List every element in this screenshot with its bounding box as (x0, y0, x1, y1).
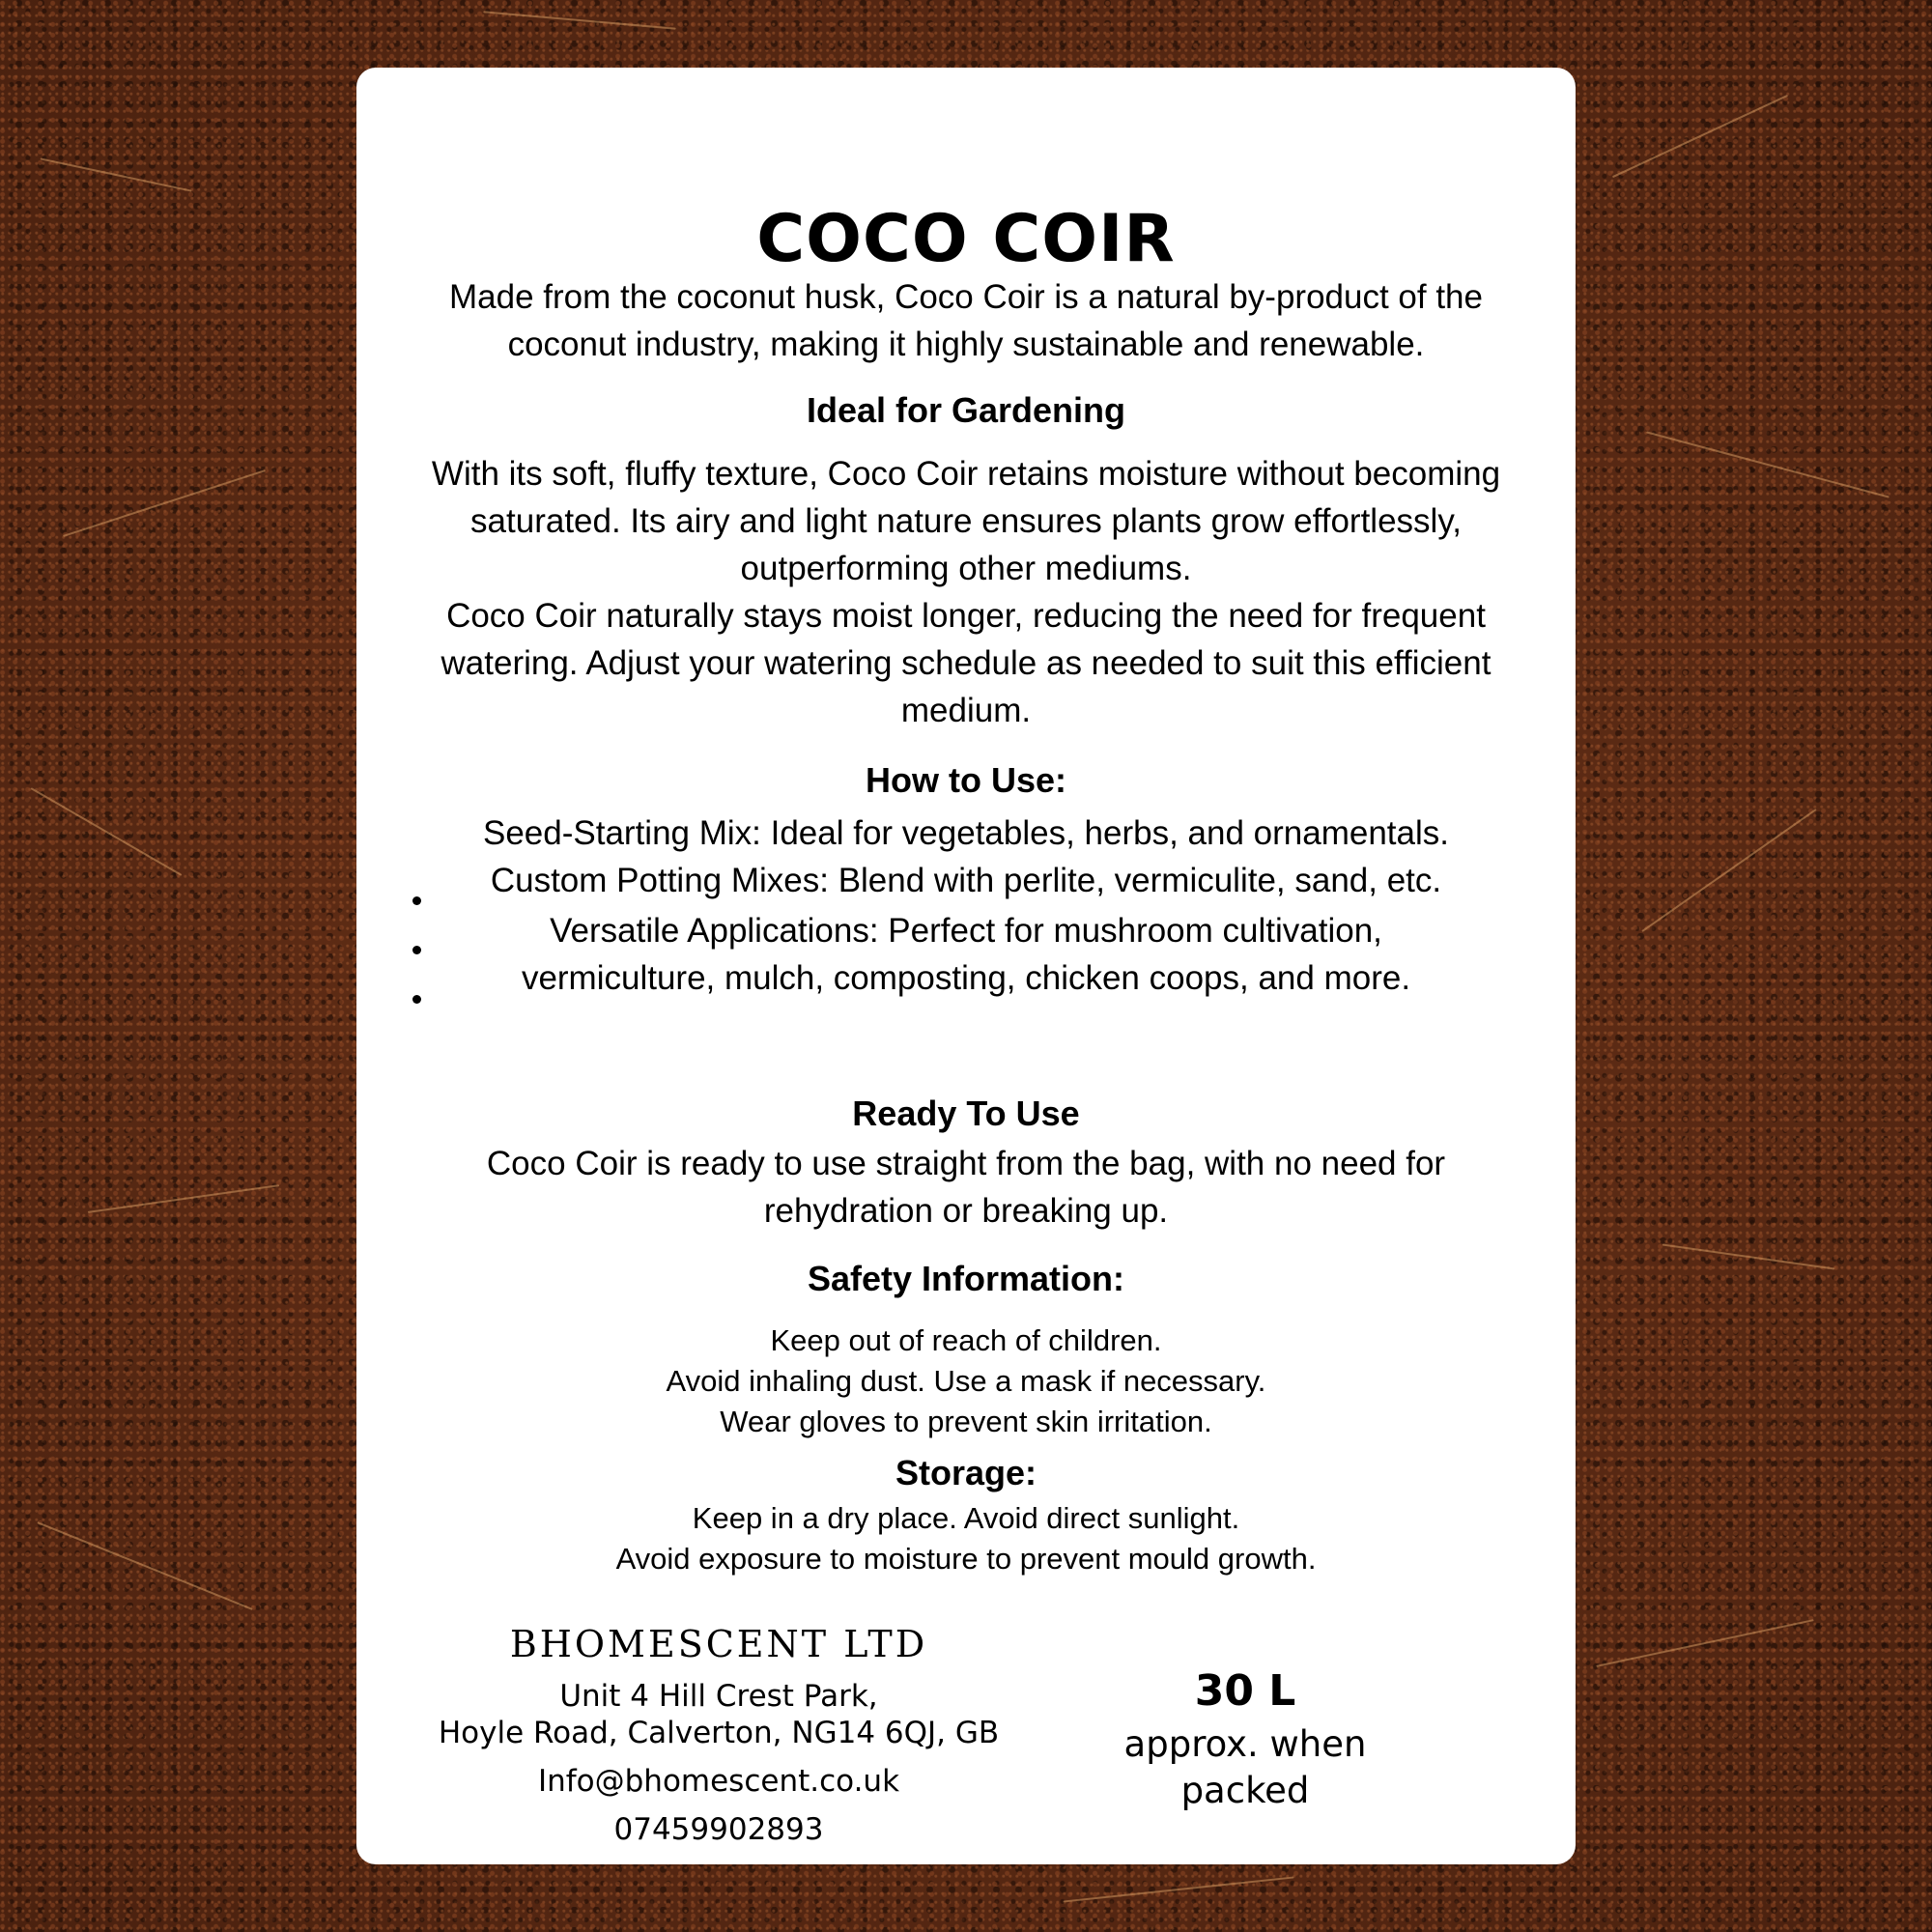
storage-line: Avoid exposure to moisture to prevent mould growth. (615, 1542, 1317, 1576)
volume-amount: 30 L (1194, 1666, 1296, 1716)
gardening-heading: Ideal for Gardening (806, 390, 1126, 430)
bullet-icon (412, 946, 421, 954)
gardening-paragraph-2: Coco Coir naturally stays moist longer, reducing the need for frequent watering. Adjust your watering schedule as needed to suit this efficient medium. (440, 597, 1492, 729)
product-label-card (356, 68, 1576, 1864)
gardening-paragraph-1: With its soft, fluffy texture, Coco Coir retains moisture without becoming saturated. Its airy and light nature ensures plants grow effortlessly, outperforming other mediums. (431, 455, 1501, 587)
address-line: Hoyle Road, Calverton, NG14 6QJ, GB (438, 1716, 1000, 1750)
safety-line: Wear gloves to prevent skin irritation. (720, 1405, 1212, 1438)
coir-fiber (483, 11, 675, 29)
coir-fiber (1064, 1876, 1294, 1902)
coir-fiber (41, 157, 192, 191)
volume-note: approx. when packed (1123, 1723, 1367, 1811)
email-address: Info@bhomescent.co.uk (537, 1764, 900, 1799)
coir-fiber (1662, 1243, 1835, 1269)
safety-heading: Safety Information: (807, 1259, 1125, 1298)
coir-fiber (63, 469, 266, 537)
coir-fiber (37, 1521, 252, 1610)
company-name: BHOMESCENT LTD (509, 1623, 928, 1665)
coir-fiber (31, 787, 183, 876)
bullet-icon (412, 896, 421, 905)
storage-line: Keep in a dry place. Avoid direct sunlight. (692, 1501, 1240, 1535)
how-to-use-item: Custom Potting Mixes: Blend with perlite, vermiculite, sand, etc. (490, 862, 1442, 899)
how-to-use-item: Versatile Applications: Perfect for mushroom cultivation, vermiculture, mulch, composting, chicken coops, and more. (521, 912, 1411, 997)
coir-fiber (1612, 95, 1788, 178)
coir-fiber (1646, 431, 1889, 497)
safety-line: Keep out of reach of children. (770, 1323, 1162, 1357)
safety-line: Avoid inhaling dust. Use a mask if necessary. (666, 1364, 1266, 1398)
bullet-icon (412, 995, 421, 1004)
phone-number: 07459902893 (613, 1812, 824, 1847)
coir-fiber (1641, 809, 1816, 932)
storage-heading: Storage: (895, 1453, 1037, 1492)
ready-text: Coco Coir is ready to use straight from the bag, with no need for rehydration or breaking up. (486, 1145, 1446, 1230)
coir-fiber (1596, 1619, 1813, 1667)
how-to-use-item: Seed-Starting Mix: Ideal for vegetables, herbs, and ornamentals. (483, 814, 1449, 852)
how-to-use-heading: How to Use: (865, 760, 1066, 800)
product-title: COCO COIR (756, 201, 1176, 277)
intro-text: Made from the coconut husk, Coco Coir is a natural by-product of the coconut industry, making it highly sustainable and renewable. (449, 278, 1483, 363)
address-line: Unit 4 Hill Crest Park, (559, 1679, 878, 1714)
ready-heading: Ready To Use (852, 1094, 1080, 1133)
company-block (414, 1623, 1023, 1847)
coir-fiber (88, 1184, 279, 1213)
volume-block (1120, 1666, 1371, 1814)
